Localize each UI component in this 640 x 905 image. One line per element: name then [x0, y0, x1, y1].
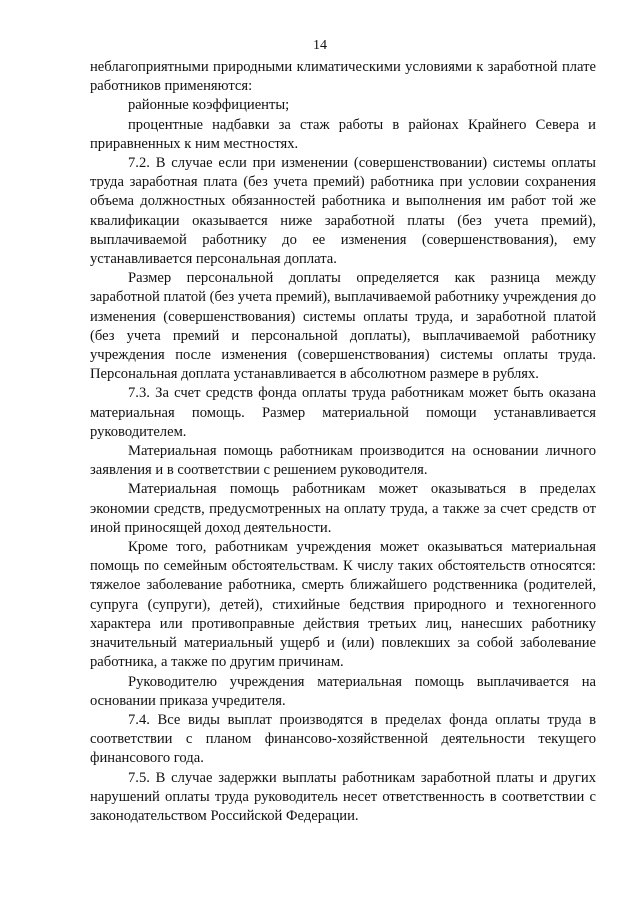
- paragraph-7-2: 7.2. В случае если при изменении (совершенствовании) системы оплаты труда заработная плата (без учета премий) работника при условии сохранения объема должностных обязанностей работника и выполнения им работ той же квалификации оказывается ниже заработной платы (без учета премий), выплачиваемой работнику до ее изменения (совершенствования), ему устанавливается персональная доплата.: [90, 155, 596, 268]
- paragraph-percentage-allowances: процентные надбавки за стаж работы в районах Крайнего Севера и приравненных к ним местностях.: [90, 116, 596, 152]
- paragraph-personal-supplement-size: Размер персональной доплаты определяется как разница между заработной платой (без учета премий), выплачиваемой работнику учреждения до изменения (совершенствования) системы оплаты труда, и заработной платой (без учета премий и персональной доплаты), выплачиваемой работнику учреждения после изменения (совершенствования) системы оплаты труда. Персональная доплата устанавливается в абсолютном размере в рублях.: [90, 270, 596, 383]
- paragraph-family-circumstances: Кроме того, работникам учреждения может оказываться материальная помощь по семейным обстоятельствам. К числу таких обстоятельств относятся: тяжелое заболевание работника, смерть ближайшего родственника (родителей, супруга (супруги), детей), стихийные бедствия природного и техногенного характера или противоправные действия третьих лиц, нанесших работнику значительный материальный ущерб и (или) повлекших за собой заболевание работника, а также по другим причинам.: [90, 539, 596, 671]
- paragraph-7-3: 7.3. За счет средств фонда оплаты труда работникам может быть оказана материальная помощь. Размер материальной помощи устанавливается руководителем.: [90, 385, 596, 440]
- paragraph-aid-basis: Материальная помощь работникам производится на основании личного заявления и в соответствии с решением руководителя.: [90, 443, 596, 479]
- paragraph-continuation: неблагоприятными природными климатическими условиями к заработной плате работников применяются:: [90, 59, 596, 95]
- paragraph-7-5: 7.5. В случае задержки выплаты работникам заработной платы и других нарушений оплаты труда руководитель несет ответственность в соответствии с законодательством Российской Федерации.: [90, 769, 596, 824]
- document-body: [90, 58, 596, 826]
- paragraph-director-aid: Руководителю учреждения материальная помощь выплачивается на основании приказа учредителя.: [90, 673, 596, 709]
- page-number: 14: [313, 38, 327, 53]
- paragraph-7-4: 7.4. Все виды выплат производятся в пределах фонда оплаты труда в соответствии с планом финансово-хозяйственной деятельности текущего финансового года.: [90, 711, 596, 767]
- paragraph-aid-limits: Материальная помощь работникам может оказываться в пределах экономии средств, предусмотренных на оплату труда, а также за счет средств от иной приносящей доход деятельности.: [90, 481, 596, 536]
- paragraph-regional-coefficients: районные коэффициенты;: [128, 97, 290, 114]
